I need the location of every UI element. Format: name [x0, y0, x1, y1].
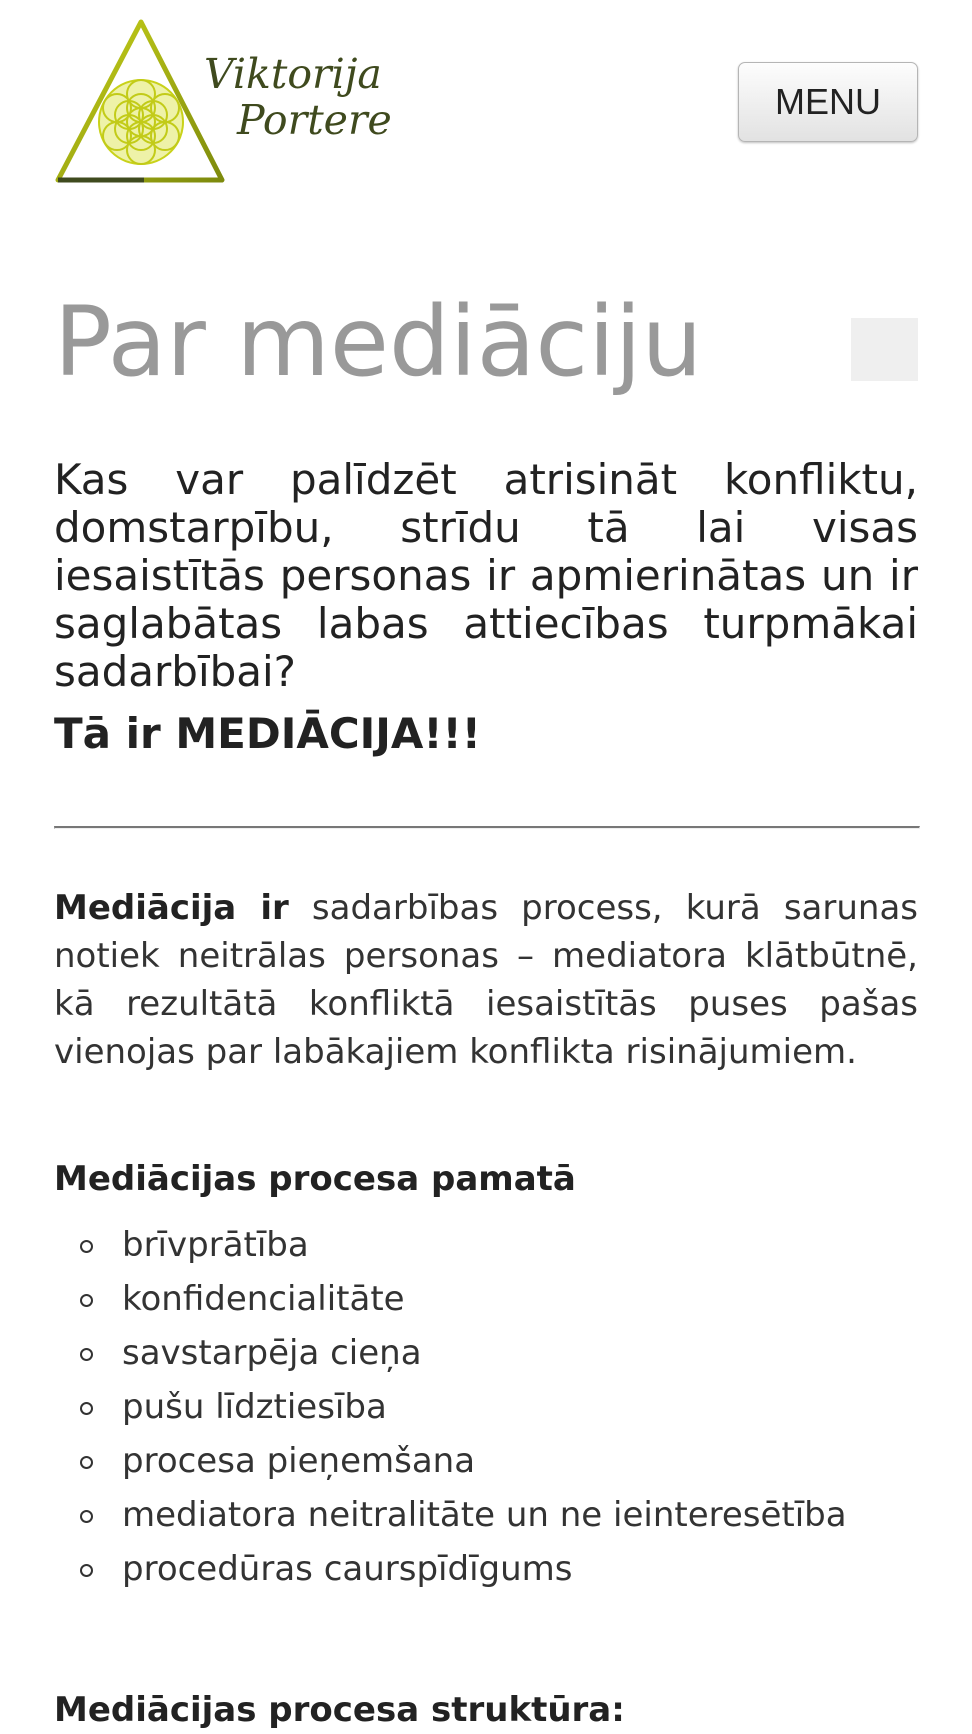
logo-name-line2: Portere [237, 96, 392, 144]
definition-text: sadarbības process, kurā sarunas notiek neitrālas personas – mediatora klātbūtnē, kā rezultātā konfliktā iesaistītās puses pašas vienojas par labākajiem konflikta risinājumiem. [54, 888, 919, 1072]
menu-button[interactable]: MENU [738, 62, 918, 142]
definition-lead: Mediācija ir [54, 888, 289, 928]
section-divider [54, 826, 920, 829]
list-item: procesa pieņemšana [54, 1434, 847, 1488]
list-item: savstarpēja cieņa [54, 1326, 847, 1380]
site-logo[interactable] [54, 18, 404, 186]
flower-of-life-icon [99, 80, 183, 164]
list-item: mediatora neitralitāte un ne ieinteresētība [54, 1488, 847, 1542]
list-item: konfidencialitāte [54, 1272, 847, 1326]
slogan: Tā ir MEDIĀCIJA!!! [54, 709, 481, 758]
intro-question: Kas var palīdzēt atrisināt konfliktu, domstarpību, strīdu tā lai visas iesaistītās personas ir apmierinātas un ir saglabātas labas attiecības turpmākai sadarbībai? [54, 455, 918, 696]
principles-heading: Mediācijas procesa pamatā [54, 1159, 576, 1199]
title-decoration-square [851, 318, 918, 381]
list-item: procedūras caurspīdīgums [54, 1542, 847, 1596]
structure-heading: Mediācijas procesa struktūra: [54, 1690, 625, 1730]
mediation-definition [54, 884, 918, 1076]
logo-name-line1: Viktorija [204, 50, 382, 98]
site-header [0, 0, 972, 210]
page-title: Par mediāciju [54, 286, 703, 398]
principles-list [54, 1218, 847, 1596]
list-item: pušu līdztiesība [54, 1380, 847, 1434]
list-item: brīvprātība [54, 1218, 847, 1272]
